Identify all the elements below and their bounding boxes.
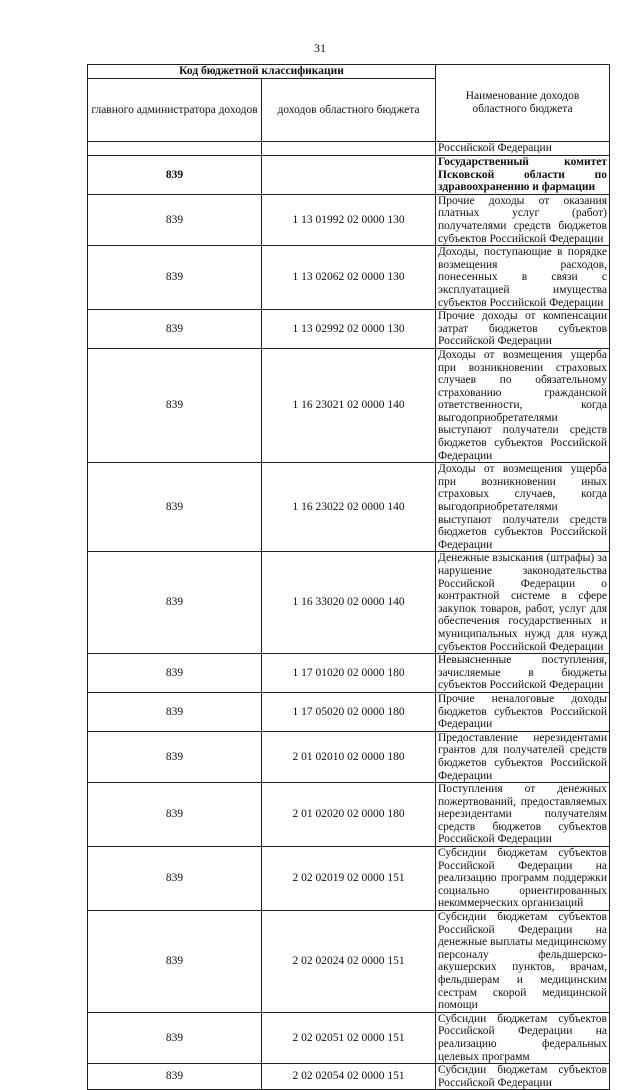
header-name-text: Наименование доходов областного бюджета — [465, 90, 580, 115]
row-admin: 839 — [88, 654, 262, 693]
budget-income-table — [87, 64, 610, 1090]
row-admin: 839 — [88, 911, 262, 1013]
row-code: 2 02 02054 02 0000 151 — [262, 1064, 436, 1090]
table-row — [88, 194, 610, 245]
row-name: Предоставление нерезидентами грантов для получателей средств бюджетов субъектов Российской Федерации — [436, 731, 610, 782]
row-admin: 839 — [88, 731, 262, 782]
table-row — [88, 310, 610, 349]
row-name: Поступления от денежных пожертвований, предоставляемых нерезидентами получателям средств бюджетов субъектов Российской Федерации — [436, 783, 610, 847]
row-code: 2 02 02019 02 0000 151 — [262, 847, 436, 911]
row-code — [262, 142, 436, 156]
row-name: Субсидии бюджетам субъектов Российской Федерации — [436, 1064, 610, 1090]
table-row — [88, 1064, 610, 1090]
row-admin: 839 — [88, 847, 262, 911]
row-code: 1 16 23022 02 0000 140 — [262, 463, 436, 552]
row-code: 2 02 02051 02 0000 151 — [262, 1012, 436, 1063]
page-number: 31 — [314, 41, 326, 55]
table-row — [88, 783, 610, 847]
row-code: 1 17 05020 02 0000 180 — [262, 692, 436, 731]
table-row — [88, 463, 610, 552]
row-name: Доходы от возмещения ущерба при возникновении иных страховых случаев, когда выгодоприобретателями выступают получатели средств бюджетов субъектов Российской Федерации — [436, 463, 610, 552]
row-name: Денежные взыскания (штрафы) за нарушение законодательства Российской Федерации о контрактной системе в сфере закупок товаров, работ, услуг для обеспечения государственных и муниципальных нужд для нужд субъектов Российской Федерации — [436, 552, 610, 654]
row-code: 1 13 01992 02 0000 130 — [262, 194, 436, 245]
table-row — [88, 654, 610, 693]
row-code: 1 13 02992 02 0000 130 — [262, 310, 436, 349]
table-row — [88, 156, 610, 195]
header-name — [436, 65, 610, 142]
row-name: Государственный комитет Псковской области по здравоохранению и фармации — [436, 156, 610, 195]
row-name: Субсидии бюджетам субъектов Российской Федерации на реализацию программ поддержки социально ориентированных некоммерческих организаций — [436, 847, 610, 911]
row-code: 1 16 33020 02 0000 140 — [262, 552, 436, 654]
row-admin: 839 — [88, 552, 262, 654]
row-code: 1 13 02062 02 0000 130 — [262, 246, 436, 310]
row-name: Невыясненные поступления, зачисляемые в бюджеты субъектов Российской Федерации — [436, 654, 610, 693]
row-code: 1 16 23021 02 0000 140 — [262, 348, 436, 462]
row-admin: 839 — [88, 246, 262, 310]
row-admin: 839 — [88, 463, 262, 552]
table-row — [88, 552, 610, 654]
table-row — [88, 246, 610, 310]
table-row — [88, 692, 610, 731]
row-name: Прочие доходы от оказания платных услуг (работ) получателями средств бюджетов субъектов Российской Федерации — [436, 194, 610, 245]
table-body — [88, 142, 610, 1090]
table-row — [88, 1012, 610, 1063]
header-income: доходов областного бюджета — [262, 79, 436, 142]
table-row — [88, 911, 610, 1013]
row-admin — [88, 142, 262, 156]
row-admin: 839 — [88, 692, 262, 731]
header-group: Код бюджетной классификации — [88, 65, 436, 79]
row-code — [262, 156, 436, 195]
row-name: Доходы, поступающие в порядке возмещения расходов, понесенных в связи с эксплуатацией имущества субъектов Российской Федерации — [436, 246, 610, 310]
row-admin: 839 — [88, 194, 262, 245]
table-row — [88, 731, 610, 782]
row-admin: 839 — [88, 348, 262, 462]
row-code: 2 01 02010 02 0000 180 — [262, 731, 436, 782]
row-name: Доходы от возмещения ущерба при возникновении страховых случаев по обязательному страхованию гражданской ответственности, когда выгодоприобретателями выступают получатели средств бюджетов субъектов Российской Федерации — [436, 348, 610, 462]
row-name: Субсидии бюджетам субъектов Российской Федерации на реализацию федеральных целевых программ — [436, 1012, 610, 1063]
row-name: Российской Федерации — [436, 142, 610, 156]
header-admin: главного администратора доходов — [88, 79, 262, 142]
row-admin: 839 — [88, 1064, 262, 1090]
row-code: 1 17 01020 02 0000 180 — [262, 654, 436, 693]
row-admin: 839 — [88, 1012, 262, 1063]
row-name: Прочие доходы от компенсации затрат бюджетов субъектов Российской Федерации — [436, 310, 610, 349]
table-row — [88, 142, 610, 156]
row-admin: 839 — [88, 783, 262, 847]
row-admin: 839 — [88, 310, 262, 349]
row-code: 2 02 02024 02 0000 151 — [262, 911, 436, 1013]
table-row — [88, 348, 610, 462]
row-name: Прочие неналоговые доходы бюджетов субъектов Российской Федерации — [436, 692, 610, 731]
row-name: Субсидии бюджетам субъектов Российской Федерации на денежные выплаты медицинскому персоналу фельдшерско-акушерских пунктов, врачам, фельдшерам и медицинским сестрам скорой медицинской помощи — [436, 911, 610, 1013]
table-row — [88, 847, 610, 911]
row-code: 2 01 02020 02 0000 180 — [262, 783, 436, 847]
row-admin: 839 — [88, 156, 262, 195]
